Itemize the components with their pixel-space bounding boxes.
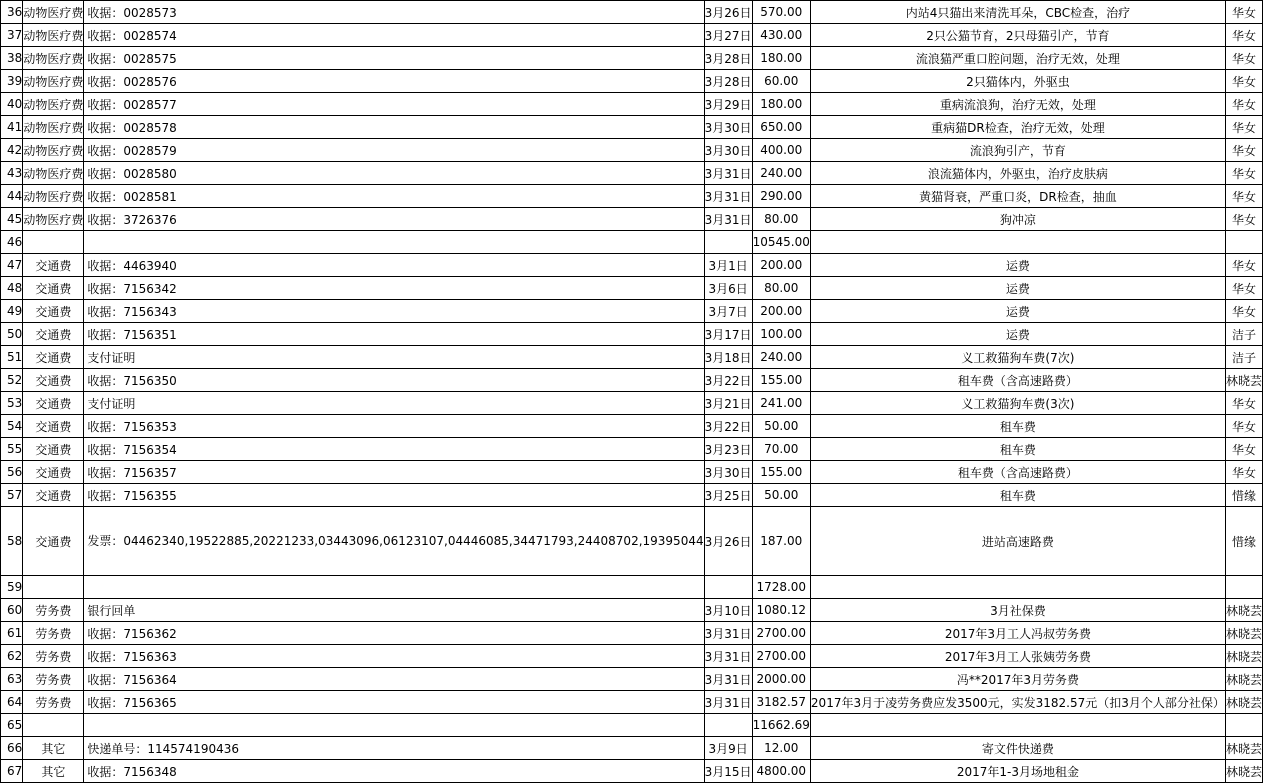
table-row [1, 737, 1263, 760]
date-cell[interactable]: 3月1日 [704, 254, 752, 277]
person-cell[interactable]: 华女 [1225, 438, 1262, 461]
amount-cell[interactable]: 2700.00 [752, 645, 810, 668]
date-cell[interactable]: 3月9日 [704, 737, 752, 760]
description-cell[interactable]: 内站4只猫出来清洗耳朵，CBC检查，治疗 [810, 1, 1225, 24]
row-number-cell[interactable]: 42 [1, 139, 23, 162]
row-number-cell[interactable]: 36 [1, 1, 23, 24]
row-number-cell[interactable]: 66 [1, 737, 23, 760]
amount-cell[interactable]: 241.00 [752, 392, 810, 415]
document-cell[interactable]: 快递单号：114574190436 [84, 737, 704, 760]
person-cell[interactable]: 华女 [1225, 47, 1262, 70]
category-cell[interactable]: 动物医疗费 [23, 162, 84, 185]
category-cell[interactable]: 交通费 [23, 507, 84, 576]
date-cell[interactable]: 3月17日 [704, 323, 752, 346]
category-cell[interactable]: 交通费 [23, 461, 84, 484]
amount-cell[interactable]: 200.00 [752, 254, 810, 277]
document-cell[interactable] [84, 231, 704, 254]
row-number-cell[interactable]: 54 [1, 415, 23, 438]
document-cell[interactable]: 支付证明 [84, 346, 704, 369]
document-cell[interactable]: 收据：3726376 [84, 208, 704, 231]
document-cell[interactable] [84, 714, 704, 737]
category-cell[interactable]: 交通费 [23, 346, 84, 369]
row-number-cell[interactable]: 40 [1, 93, 23, 116]
row-number-cell[interactable]: 55 [1, 438, 23, 461]
description-cell[interactable] [810, 714, 1225, 737]
subtotal-amount-cell[interactable]: 11662.69 [752, 714, 810, 737]
date-cell[interactable]: 3月31日 [704, 622, 752, 645]
person-cell[interactable]: 华女 [1225, 254, 1262, 277]
table-row [1, 162, 1263, 185]
person-cell[interactable]: 华女 [1225, 24, 1262, 47]
amount-cell[interactable]: 12.00 [752, 737, 810, 760]
person-cell[interactable]: 华女 [1225, 1, 1262, 24]
document-cell[interactable]: 收据：7156350 [84, 369, 704, 392]
document-cell[interactable]: 收据：0028573 [84, 1, 704, 24]
description-cell[interactable]: 义工救猫狗车费(7次) [810, 346, 1225, 369]
table-row [1, 369, 1263, 392]
document-cell[interactable]: 收据：7156365 [84, 691, 704, 714]
row-number-cell[interactable]: 43 [1, 162, 23, 185]
amount-cell[interactable]: 570.00 [752, 1, 810, 24]
document-cell[interactable]: 收据：7156348 [84, 760, 704, 783]
category-cell[interactable] [23, 576, 84, 599]
row-number-cell[interactable]: 44 [1, 185, 23, 208]
person-cell[interactable]: 林晓芸 [1225, 369, 1262, 392]
date-cell[interactable]: 3月28日 [704, 47, 752, 70]
document-cell[interactable]: 收据：0028579 [84, 139, 704, 162]
table-row [1, 47, 1263, 70]
category-cell[interactable]: 动物医疗费 [23, 139, 84, 162]
category-cell[interactable]: 交通费 [23, 254, 84, 277]
document-cell[interactable]: 收据：7156364 [84, 668, 704, 691]
subtotal-amount-cell[interactable]: 1728.00 [752, 576, 810, 599]
category-cell[interactable]: 劳务费 [23, 691, 84, 714]
description-cell[interactable]: 浪流猫体内，外驱虫，治疗皮肤病 [810, 162, 1225, 185]
person-cell[interactable]: 林晓芸 [1225, 668, 1262, 691]
description-cell[interactable]: 2只猫体内，外驱虫 [810, 70, 1225, 93]
amount-cell[interactable]: 50.00 [752, 415, 810, 438]
person-cell[interactable]: 华女 [1225, 70, 1262, 93]
category-cell[interactable]: 动物医疗费 [23, 70, 84, 93]
table-row [1, 346, 1263, 369]
amount-cell[interactable]: 240.00 [752, 346, 810, 369]
row-number-cell[interactable]: 65 [1, 714, 23, 737]
row-number-cell[interactable]: 62 [1, 645, 23, 668]
date-cell[interactable]: 3月7日 [704, 300, 752, 323]
table-row [1, 323, 1263, 346]
subtotal-amount-cell[interactable]: 10545.00 [752, 231, 810, 254]
description-cell[interactable]: 重病流浪狗，治疗无效，处理 [810, 93, 1225, 116]
description-cell[interactable]: 3月社保费 [810, 599, 1225, 622]
date-cell[interactable]: 3月15日 [704, 760, 752, 783]
amount-cell[interactable]: 290.00 [752, 185, 810, 208]
category-cell[interactable]: 交通费 [23, 369, 84, 392]
table-row [1, 691, 1263, 714]
row-number-cell[interactable]: 61 [1, 622, 23, 645]
description-cell[interactable]: 2只公猫节育，2只母猫引产，节育 [810, 24, 1225, 47]
date-cell[interactable]: 3月26日 [704, 507, 752, 576]
description-cell[interactable]: 租车费 [810, 415, 1225, 438]
person-cell[interactable]: 华女 [1225, 93, 1262, 116]
date-cell[interactable]: 3月22日 [704, 415, 752, 438]
table-row [1, 438, 1263, 461]
category-cell[interactable]: 交通费 [23, 277, 84, 300]
description-cell[interactable]: 2017年3月工人冯叔劳务费 [810, 622, 1225, 645]
person-cell[interactable]: 林晓芸 [1225, 737, 1262, 760]
row-number-cell[interactable]: 57 [1, 484, 23, 507]
date-cell[interactable] [704, 714, 752, 737]
document-cell[interactable]: 收据：7156357 [84, 461, 704, 484]
date-cell[interactable]: 3月31日 [704, 668, 752, 691]
date-cell[interactable]: 3月30日 [704, 461, 752, 484]
document-cell[interactable]: 收据：7156342 [84, 277, 704, 300]
row-number-cell[interactable]: 63 [1, 668, 23, 691]
description-cell[interactable]: 运费 [810, 300, 1225, 323]
table-row [1, 70, 1263, 93]
document-cell[interactable] [84, 576, 704, 599]
row-number-cell[interactable]: 56 [1, 461, 23, 484]
person-cell[interactable]: 华女 [1225, 116, 1262, 139]
row-number-cell[interactable]: 46 [1, 231, 23, 254]
date-cell[interactable]: 3月31日 [704, 162, 752, 185]
table-row [1, 668, 1263, 691]
table-row [1, 24, 1263, 47]
amount-cell[interactable]: 1080.12 [752, 599, 810, 622]
person-cell[interactable]: 洁子 [1225, 346, 1262, 369]
row-number-cell[interactable]: 60 [1, 599, 23, 622]
date-cell[interactable]: 3月31日 [704, 185, 752, 208]
amount-cell[interactable]: 155.00 [752, 461, 810, 484]
category-cell[interactable]: 交通费 [23, 415, 84, 438]
person-cell[interactable]: 林晓芸 [1225, 645, 1262, 668]
description-cell[interactable]: 运费 [810, 277, 1225, 300]
description-cell[interactable]: 寄文件快递费 [810, 737, 1225, 760]
amount-cell[interactable]: 80.00 [752, 277, 810, 300]
description-cell[interactable]: 黄猫肾衰，严重口炎，DR检查，抽血 [810, 185, 1225, 208]
person-cell[interactable]: 华女 [1225, 415, 1262, 438]
row-number-cell[interactable]: 37 [1, 24, 23, 47]
table-row [1, 139, 1263, 162]
person-cell[interactable]: 林晓芸 [1225, 691, 1262, 714]
amount-cell[interactable]: 4800.00 [752, 760, 810, 783]
amount-cell[interactable]: 60.00 [752, 70, 810, 93]
description-cell[interactable]: 2017年1-3月场地租金 [810, 760, 1225, 783]
amount-cell[interactable]: 50.00 [752, 484, 810, 507]
person-cell[interactable] [1225, 231, 1262, 254]
date-cell[interactable]: 3月25日 [704, 484, 752, 507]
document-cell[interactable]: 收据：0028574 [84, 24, 704, 47]
category-cell[interactable]: 动物医疗费 [23, 93, 84, 116]
amount-cell[interactable]: 240.00 [752, 162, 810, 185]
table-row [1, 208, 1263, 231]
description-cell[interactable]: 冯**2017年3月劳务费 [810, 668, 1225, 691]
table-row [1, 93, 1263, 116]
table-row [1, 392, 1263, 415]
row-number-cell[interactable]: 67 [1, 760, 23, 783]
description-cell[interactable]: 运费 [810, 323, 1225, 346]
date-cell[interactable]: 3月31日 [704, 691, 752, 714]
table-row [1, 277, 1263, 300]
date-cell[interactable]: 3月26日 [704, 1, 752, 24]
table-row [1, 415, 1263, 438]
row-number-cell[interactable]: 45 [1, 208, 23, 231]
document-cell[interactable]: 收据：7156354 [84, 438, 704, 461]
document-cell[interactable]: 收据：7156351 [84, 323, 704, 346]
amount-cell[interactable]: 70.00 [752, 438, 810, 461]
amount-cell[interactable]: 80.00 [752, 208, 810, 231]
description-cell[interactable]: 2017年3月工人张姨劳务费 [810, 645, 1225, 668]
subtotal-row [1, 714, 1263, 737]
description-cell[interactable]: 租车费 [810, 438, 1225, 461]
date-cell[interactable]: 3月22日 [704, 369, 752, 392]
row-number-cell[interactable]: 50 [1, 323, 23, 346]
person-cell[interactable]: 华女 [1225, 392, 1262, 415]
category-cell[interactable]: 交通费 [23, 392, 84, 415]
row-number-cell[interactable]: 47 [1, 254, 23, 277]
category-cell[interactable]: 其它 [23, 760, 84, 783]
category-cell[interactable]: 劳务费 [23, 599, 84, 622]
category-cell[interactable]: 其它 [23, 737, 84, 760]
document-cell[interactable]: 收据：7156343 [84, 300, 704, 323]
table-row [1, 116, 1263, 139]
category-cell[interactable]: 动物医疗费 [23, 185, 84, 208]
document-cell[interactable]: 支付证明 [84, 392, 704, 415]
table-row [1, 760, 1263, 783]
date-cell[interactable]: 3月30日 [704, 116, 752, 139]
table-row [1, 507, 1263, 576]
category-cell[interactable] [23, 231, 84, 254]
row-number-cell[interactable]: 64 [1, 691, 23, 714]
amount-cell[interactable]: 155.00 [752, 369, 810, 392]
row-number-cell[interactable]: 49 [1, 300, 23, 323]
document-cell[interactable]: 收据：4463940 [84, 254, 704, 277]
document-cell[interactable]: 收据：0028575 [84, 47, 704, 70]
person-cell[interactable]: 华女 [1225, 185, 1262, 208]
category-cell[interactable]: 交通费 [23, 484, 84, 507]
description-cell[interactable]: 2017年3月于凌劳务费应发3500元，实发3182.57元（扣3月个人部分社保） [810, 691, 1225, 714]
amount-cell[interactable]: 2700.00 [752, 622, 810, 645]
category-cell[interactable]: 劳务费 [23, 622, 84, 645]
description-cell[interactable] [810, 231, 1225, 254]
amount-cell[interactable]: 187.00 [752, 507, 810, 576]
person-cell[interactable]: 华女 [1225, 461, 1262, 484]
row-number-cell[interactable]: 38 [1, 47, 23, 70]
document-cell[interactable]: 收据：0028576 [84, 70, 704, 93]
date-cell[interactable]: 3月29日 [704, 93, 752, 116]
description-cell[interactable]: 狗冲凉 [810, 208, 1225, 231]
row-number-cell[interactable]: 48 [1, 277, 23, 300]
document-cell[interactable]: 收据：0028580 [84, 162, 704, 185]
table-row [1, 185, 1263, 208]
person-cell[interactable]: 华女 [1225, 208, 1262, 231]
date-cell[interactable]: 3月6日 [704, 277, 752, 300]
document-cell[interactable]: 收据：0028581 [84, 185, 704, 208]
person-cell[interactable] [1225, 576, 1262, 599]
person-cell[interactable]: 华女 [1225, 300, 1262, 323]
category-cell[interactable]: 交通费 [23, 323, 84, 346]
description-cell[interactable]: 租车费 [810, 484, 1225, 507]
row-number-cell[interactable]: 52 [1, 369, 23, 392]
table-row [1, 254, 1263, 277]
row-number-cell[interactable]: 41 [1, 116, 23, 139]
date-cell[interactable]: 3月21日 [704, 392, 752, 415]
description-cell[interactable]: 租车费（含高速路费） [810, 461, 1225, 484]
document-cell[interactable]: 收据：7156353 [84, 415, 704, 438]
row-number-cell[interactable]: 39 [1, 70, 23, 93]
date-cell[interactable] [704, 231, 752, 254]
description-cell[interactable]: 义工救猫狗车费(3次) [810, 392, 1225, 415]
person-cell[interactable]: 林晓芸 [1225, 760, 1262, 783]
document-cell[interactable]: 收据：7156362 [84, 622, 704, 645]
description-cell[interactable]: 流浪狗引产，节育 [810, 139, 1225, 162]
table-row [1, 599, 1263, 622]
row-number-cell[interactable]: 58 [1, 507, 23, 576]
category-cell[interactable]: 动物医疗费 [23, 47, 84, 70]
table-row [1, 622, 1263, 645]
amount-cell[interactable]: 430.00 [752, 24, 810, 47]
category-cell[interactable]: 动物医疗费 [23, 24, 84, 47]
person-cell[interactable]: 洁子 [1225, 323, 1262, 346]
amount-cell[interactable]: 400.00 [752, 139, 810, 162]
date-cell[interactable]: 3月23日 [704, 438, 752, 461]
date-cell[interactable]: 3月31日 [704, 208, 752, 231]
category-cell[interactable]: 动物医疗费 [23, 208, 84, 231]
person-cell[interactable]: 华女 [1225, 139, 1262, 162]
person-cell[interactable]: 华女 [1225, 162, 1262, 185]
description-cell[interactable]: 进站高速路费 [810, 507, 1225, 576]
table-row [1, 645, 1263, 668]
document-cell[interactable]: 收据：7156363 [84, 645, 704, 668]
row-number-cell[interactable]: 59 [1, 576, 23, 599]
person-cell[interactable] [1225, 714, 1262, 737]
table-row [1, 484, 1263, 507]
table-row [1, 1, 1263, 24]
document-cell[interactable]: 银行回单 [84, 599, 704, 622]
date-cell[interactable]: 3月10日 [704, 599, 752, 622]
category-cell[interactable]: 交通费 [23, 438, 84, 461]
date-cell[interactable]: 3月28日 [704, 70, 752, 93]
date-cell[interactable]: 3月30日 [704, 139, 752, 162]
table-row [1, 300, 1263, 323]
table-row [1, 461, 1263, 484]
category-cell[interactable]: 动物医疗费 [23, 116, 84, 139]
description-cell[interactable]: 重病猫DR检查，治疗无效，处理 [810, 116, 1225, 139]
description-cell[interactable] [810, 576, 1225, 599]
category-cell[interactable] [23, 714, 84, 737]
subtotal-row [1, 231, 1263, 254]
date-cell[interactable]: 3月31日 [704, 645, 752, 668]
person-cell[interactable]: 惜缘 [1225, 484, 1262, 507]
date-cell[interactable]: 3月27日 [704, 24, 752, 47]
description-cell[interactable]: 运费 [810, 254, 1225, 277]
person-cell[interactable]: 林晓芸 [1225, 622, 1262, 645]
document-cell[interactable]: 收据：7156355 [84, 484, 704, 507]
amount-cell[interactable]: 2000.00 [752, 668, 810, 691]
category-cell[interactable]: 交通费 [23, 300, 84, 323]
document-cell[interactable]: 发票：04462340,19522885,20221233,03443096,06123107,04446085,34471793,24408702,19395044 [84, 507, 704, 576]
category-cell[interactable]: 劳务费 [23, 668, 84, 691]
amount-cell[interactable]: 3182.57 [752, 691, 810, 714]
category-cell[interactable]: 劳务费 [23, 645, 84, 668]
category-cell[interactable]: 动物医疗费 [23, 1, 84, 24]
amount-cell[interactable]: 650.00 [752, 116, 810, 139]
amount-cell[interactable]: 200.00 [752, 300, 810, 323]
person-cell[interactable]: 林晓芸 [1225, 599, 1262, 622]
row-number-cell[interactable]: 53 [1, 392, 23, 415]
date-cell[interactable]: 3月18日 [704, 346, 752, 369]
description-cell[interactable]: 租车费（含高速路费） [810, 369, 1225, 392]
amount-cell[interactable]: 100.00 [752, 323, 810, 346]
amount-cell[interactable]: 180.00 [752, 47, 810, 70]
amount-cell[interactable]: 180.00 [752, 93, 810, 116]
date-cell[interactable] [704, 576, 752, 599]
document-cell[interactable]: 收据：0028577 [84, 93, 704, 116]
person-cell[interactable]: 华女 [1225, 277, 1262, 300]
description-cell[interactable]: 流浪猫严重口腔问题，治疗无效，处理 [810, 47, 1225, 70]
subtotal-row [1, 576, 1263, 599]
person-cell[interactable]: 惜缘 [1225, 507, 1262, 576]
row-number-cell[interactable]: 51 [1, 346, 23, 369]
document-cell[interactable]: 收据：0028578 [84, 116, 704, 139]
